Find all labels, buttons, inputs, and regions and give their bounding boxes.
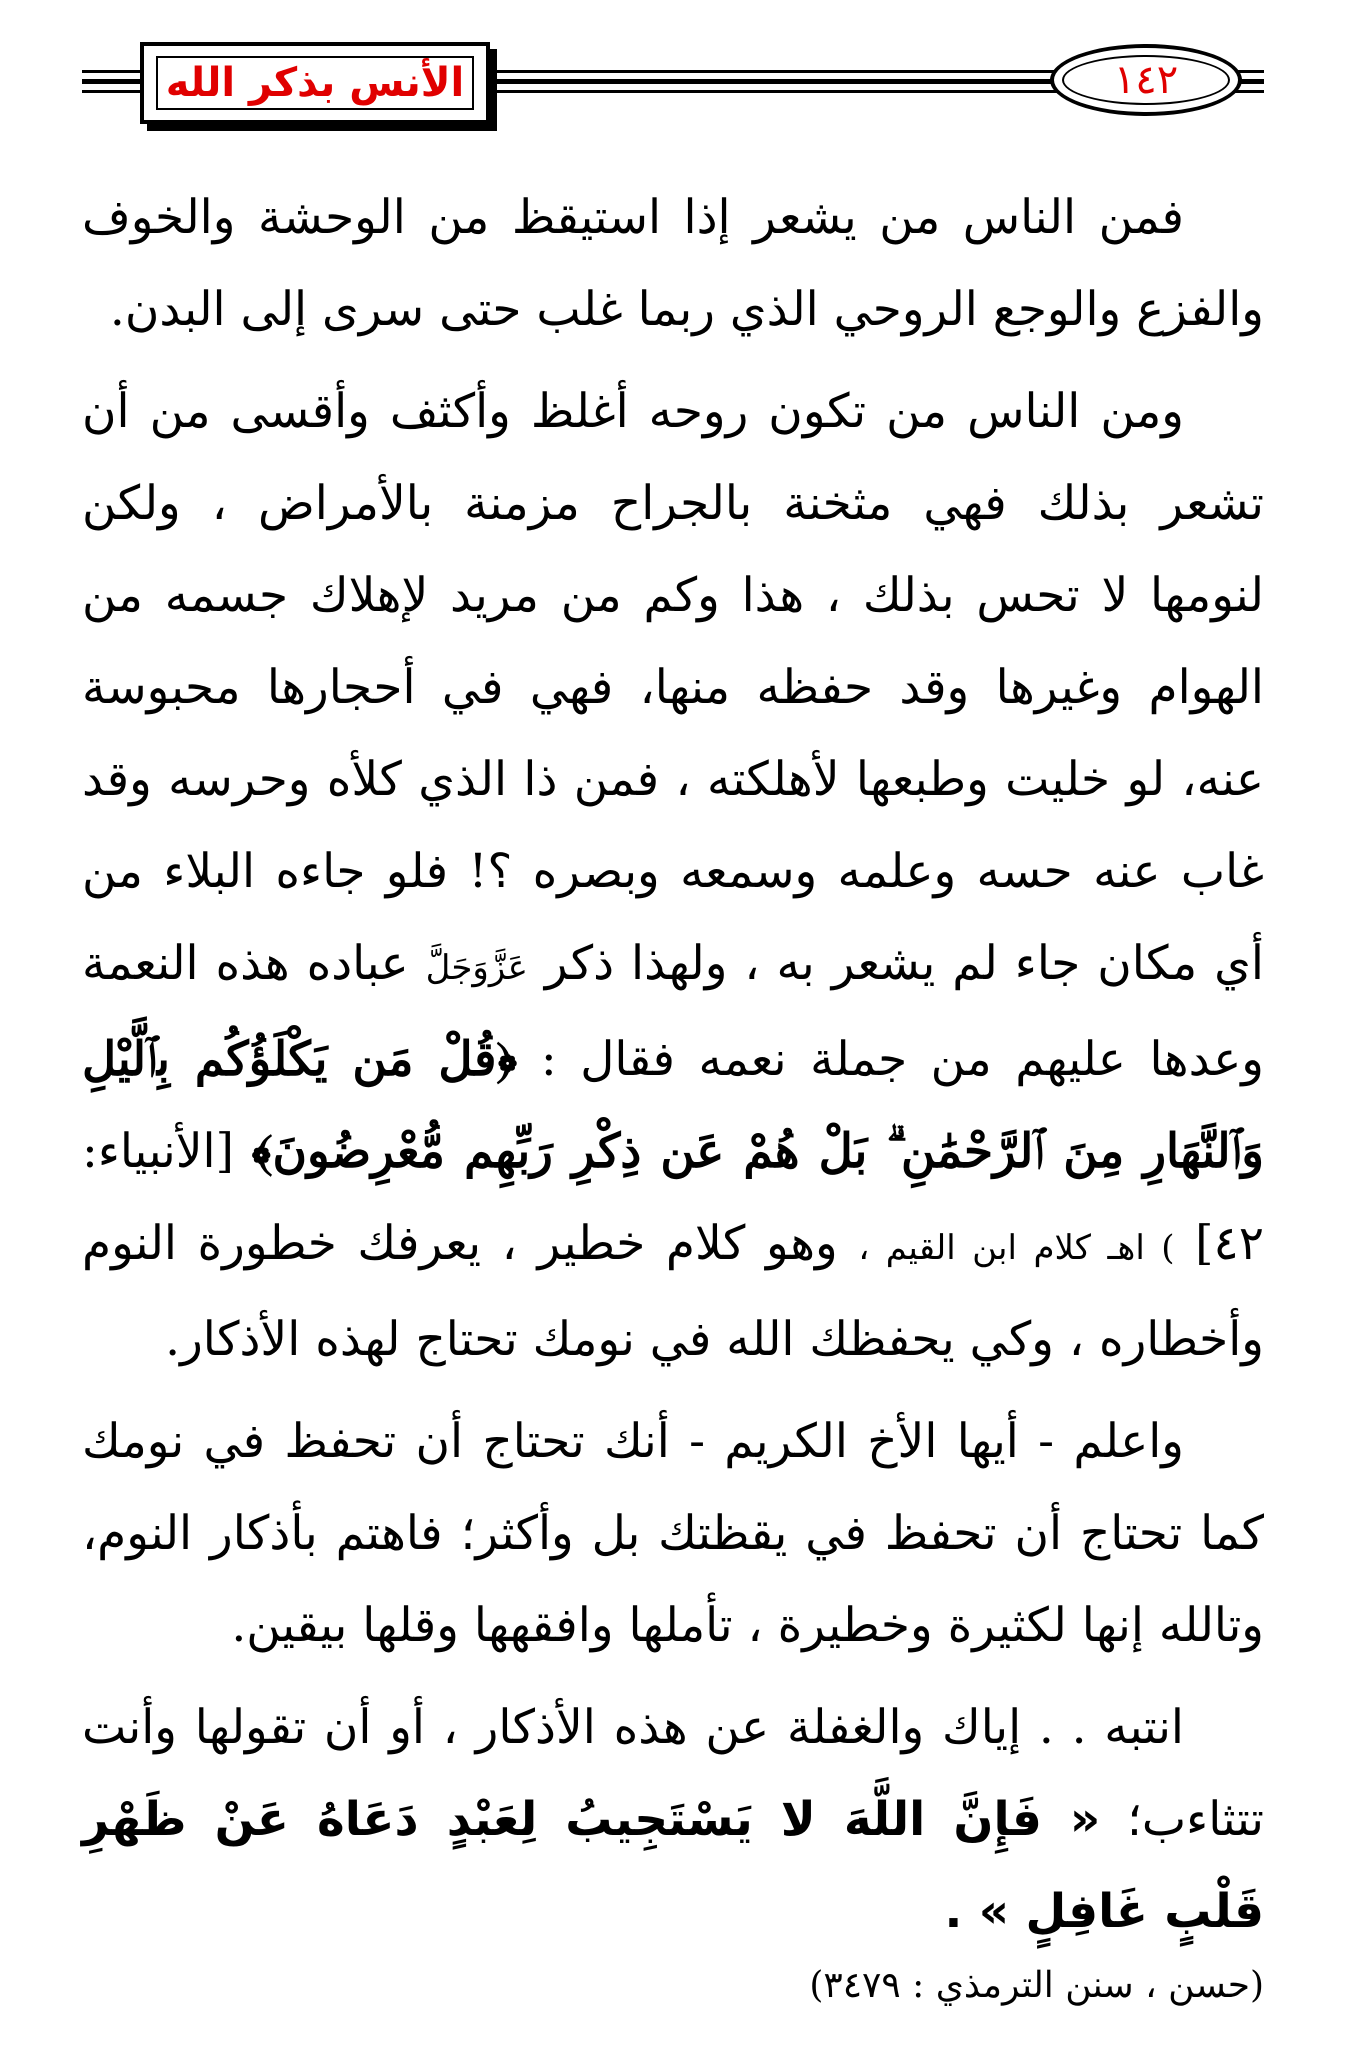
hadith-text: « فَإِنَّ اللَّهَ لا يَسْتَجِيبُ لِعَبْدٍ دَعَاهُ عَنْ ظَهْرِ قَلْبٍ غَافِلٍ » . <box>82 1792 1264 1939</box>
paragraph-2-text-before-verse: ومن الناس من تكون روحه أغلظ وأكثف وأقسى من أن تشعر بذلك فهي مثخنة بالجراح مزمنة بالأمراض ، ولكن لنومها لا تحس بذلك ، هذا وكم من مريد لإهلاك جسمه من الهوام وغيرها وقد حفظه منها، فهي في أحجارها محبوسة عنه، لو خليت وطبعها لأهلكته ، فمن ذا الذي كلأه وحرسه وقد غاب عنه حسه وعلمه وسمعه وبصره ؟! فلو جاءه البلاء من أي مكان جاء لم يشعر به ، ولهذا ذكر <box>82 384 1264 991</box>
verse-reference: [الأنبياء: ٤٢] <box>82 1124 1264 1271</box>
page-number: ١٤٢ <box>1113 57 1179 103</box>
paragraph-1 <box>82 172 1264 356</box>
honorific-mark: عَزَّوَجَلَّ <box>425 948 528 988</box>
hadith-source: (حسن ، سنن الترمذي : ٣٤٧٩) <box>809 1965 1264 2006</box>
paragraph-3 <box>82 1396 1264 1672</box>
header-title-box <box>140 42 490 124</box>
page-header <box>0 0 1356 150</box>
paragraph-2 <box>82 366 1264 1386</box>
paragraph-1-text: فمن الناس من يشعر إذا استيقظ من الوحشة والخوف والفزع والوجع الروحي الذي ربما غلب حتى سرى إلى البدن. <box>82 190 1264 337</box>
quote-attribution: ) اهـ كلام ابن القيم ، <box>858 1228 1175 1268</box>
page-body <box>82 172 1264 2014</box>
quran-verse: ﴿قُلْ مَن يَكْلَؤُكُم بِٱلَّيْلِ وَٱلنَّهَارِ مِنَ ٱلرَّحْمَٰنِ ۗ بَلْ هُمْ عَن ذِكْرِ رَبِّهِم مُّعْرِضُونَ﴾ <box>82 1032 1264 1179</box>
page-number-badge <box>1050 44 1242 116</box>
paragraph-4 <box>82 1682 1264 1958</box>
paragraph-2-text-mid: عباده هذه النعمة وعدها عليهم من جملة نعمه فقال : <box>82 936 1264 1087</box>
paragraph-3-text: واعلم - أيها الأخ الكريم - أنك تحتاج أن تحفظ في نومك كما تحتاج أن تحفظ في يقظتك بل وأكثر؛ فاهتم بأذكار النوم، وتالله إنها لكثيرة وخطيرة ، تأملها وافقهها وقلها بيقين. <box>82 1414 1264 1653</box>
paragraph-4-text-before: انتبه . . إياك والغفلة عن هذه الأذكار ، أو أن تقولها وأنت تتثاءب؛ <box>82 1700 1264 1847</box>
book-title: الأنس بذكر الله <box>165 60 465 106</box>
paragraph-2-text-after: وهو كلام خطير ، يعرفك خطورة النوم وأخطاره ، وكي يحفظك الله في نومك تحتاج لهذه الأذكار. <box>82 1216 1264 1367</box>
